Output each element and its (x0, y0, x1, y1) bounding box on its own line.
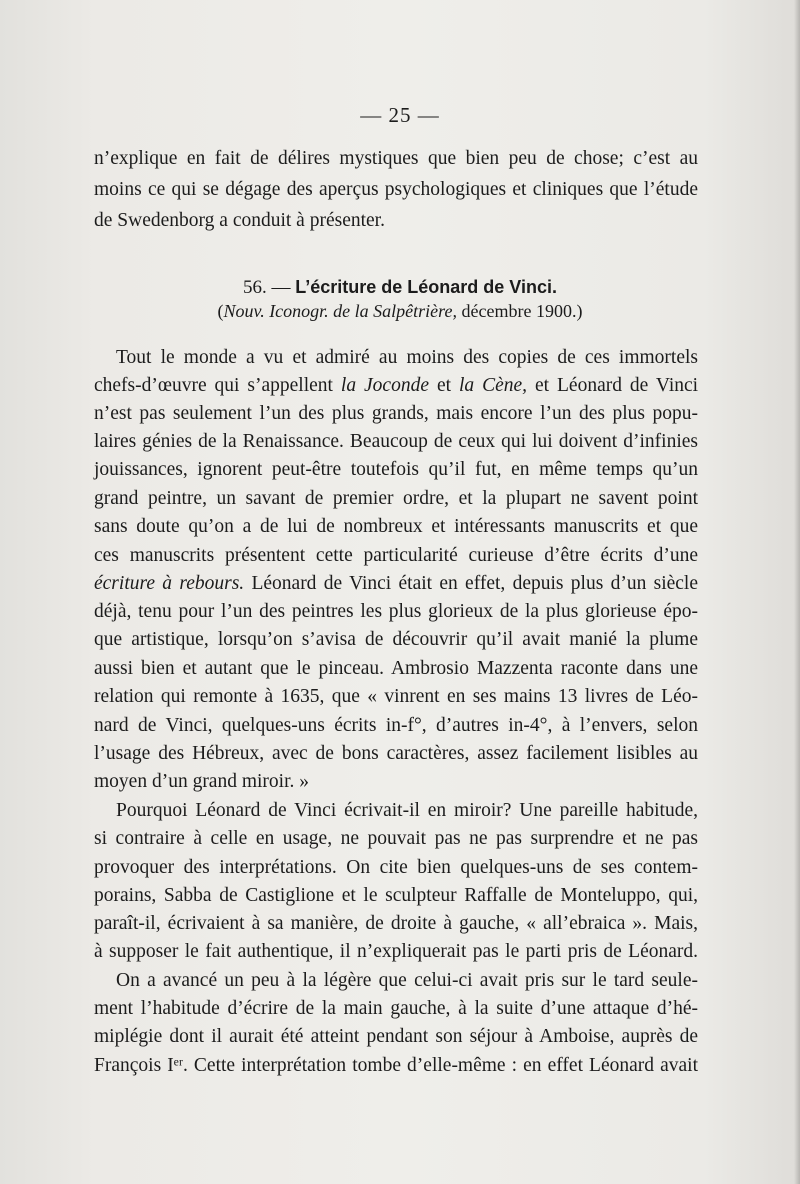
text-run: et (436, 375, 452, 396)
title-la-joconde: la Joconde (340, 375, 429, 396)
paragraph-line: provoquer des interprétations. On cite bien quelques-uns de ses contem- (94, 857, 698, 878)
paragraph-line: nard de Vinci, quelques-uns écrits in-f°, d’autres in-4°, à l’envers, selon (94, 715, 698, 736)
paragraph-line: grand peintre, un savant de premier ordre, et la plupart ne savent point (94, 488, 698, 509)
paragraph-line: déjà, tenu pour l’un des peintres les plus glorieux de la plus glorieuse épo- (94, 601, 698, 622)
page-gutter-shadow (794, 0, 800, 1184)
paragraph-line: ment l’habitude d’écrire de la main gauche, à la suite d’une attaque d’hé- (94, 998, 698, 1019)
paragraph-line: François Iᵉʳ. Cette interprétation tombe d’elle-même : en effet Léonard avait (94, 1055, 698, 1076)
paragraph-line: porains, Sabba de Castiglione et le sculpteur Raffalle de Monteluppo, qui, (94, 885, 698, 906)
paragraph-line: sans doute qu’on a de lui de nombreux et intéressants manuscrits et que (94, 516, 698, 537)
intro-line: n’explique en fait de délires mystiques que bien peu de chose; c’est au (94, 148, 698, 169)
source-date: décembre 1900.) (461, 301, 583, 321)
paragraph-line: moyen d’un grand miroir. » (94, 771, 310, 792)
text-run: et Léonard de Vinci (535, 375, 699, 396)
paragraph-line: si contraire à celle en usage, ne pouvait pas ne pas surprendre et ne pas (94, 828, 698, 849)
paragraph-line: Pourquoi Léonard de Vinci écrivait-il en miroir? Une pareille habitude, (116, 800, 698, 821)
paragraph-line: à supposer le fait authentique, il n’expliquerait pas le parti pris de Léonard. (94, 941, 698, 962)
emphasis-ecriture-a-rebours: écriture à rebours. (94, 573, 245, 594)
paragraph-line: miplégie dont il aurait été atteint pendant son séjour à Amboise, auprès de (94, 1026, 698, 1047)
page-number: — 25 — (360, 103, 440, 127)
paragraph-line: que artistique, lorsqu’on s’avisa de découvrir qu’il avait manié la plume (94, 629, 698, 650)
source-journal: Nouv. Iconogr. de la Salpêtrière, (223, 301, 457, 321)
section-number: 56. — (243, 277, 291, 298)
paragraph-line: paraît-il, écrivaient à sa manière, de droite à gauche, « all’ebraica ». Mais, (94, 913, 698, 934)
paragraph-line: l’usage des Hébreux, avec de bons caractères, assez facilement lisibles au (94, 743, 698, 764)
paragraph-line: Tout le monde a vu et admiré au moins des copies de ces immortels (116, 347, 698, 368)
paragraph-line: n’est pas seulement l’un des plus grands, mais encore l’un des plus popu- (94, 403, 698, 424)
paragraph-line: aussi bien et autant que le pinceau. Ambrosio Mazzenta raconte dans une (94, 658, 698, 679)
paragraph-line (94, 374, 698, 398)
paragraph-line: jouissances, ignorent peut-être toutefois qu’il fut, en même temps qu’un (94, 459, 698, 480)
text-run: chefs-d’œuvre qui s’appellent (94, 375, 333, 396)
paragraph-line: relation qui remonte à 1635, que « vinrent en ses mains 13 livres de Léo- (94, 686, 698, 707)
title-la-cene: la Cène, (458, 375, 528, 396)
section-title: L’écriture de Léonard de Vinci. (295, 277, 557, 297)
intro-line: de Swedenborg a conduit à présenter. (94, 210, 385, 231)
paragraph-line: ces manuscrits présentent cette particularité curieuse d’être écrits d’une (94, 545, 698, 566)
source-open-paren: ( (217, 301, 224, 321)
paragraph-line: laires génies de la Renaissance. Beaucoup de ceux qui lui doivent d’infinies (94, 431, 698, 452)
text-run: Léonard de Vinci était en effet, depuis plus d’un siècle (251, 573, 699, 594)
section-heading (0, 275, 800, 300)
intro-line: moins ce qui se dégage des aperçus psychologiques et cliniques que l’étude (94, 179, 698, 200)
paragraph-line (94, 572, 698, 596)
section-source (0, 299, 800, 323)
paragraph-line: On a avancé un peu à la légère que celui-ci avait pris sur le tard seule- (116, 970, 698, 991)
